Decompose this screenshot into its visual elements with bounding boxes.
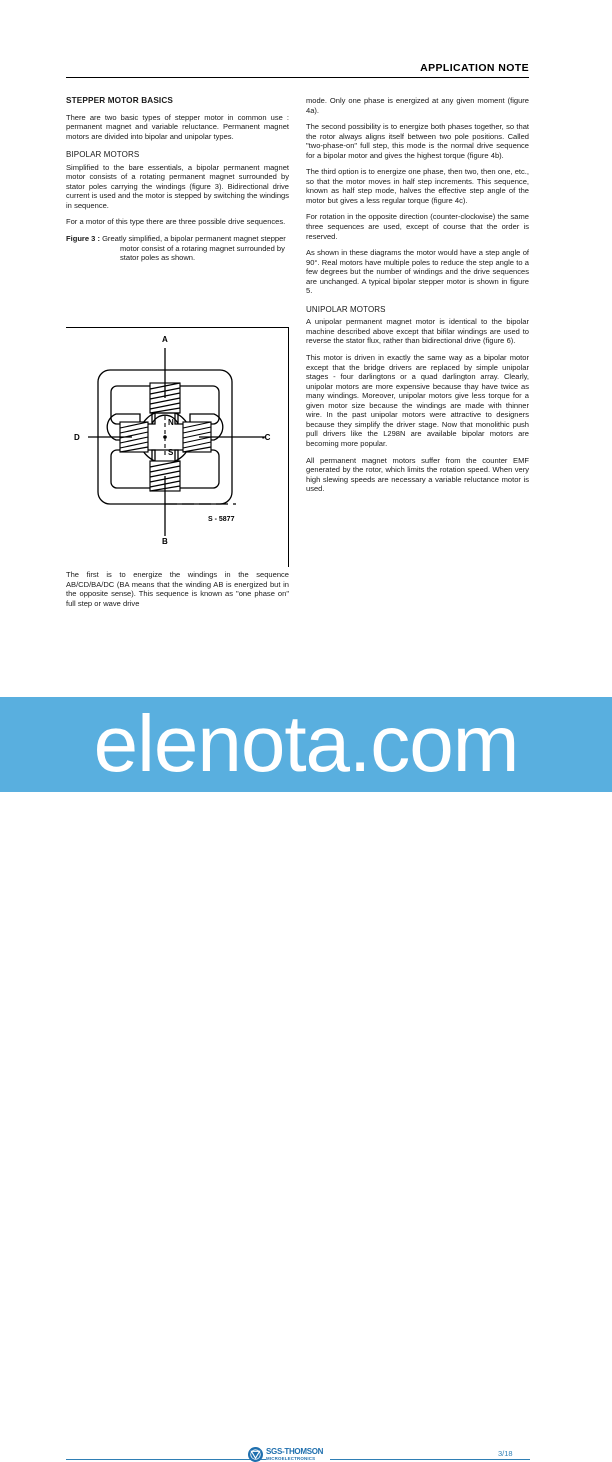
header-title: APPLICATION NOTE — [420, 62, 529, 74]
terminal-label-b: B — [162, 537, 168, 546]
rotor-south-label: S — [168, 448, 174, 457]
figure-drawing-code: S - 5877 — [208, 516, 235, 523]
terminal-label-c: -C — [262, 433, 271, 442]
left-column — [66, 96, 289, 263]
paragraph-drive-sequence: The first is to energize the windings in the sequence AB/CD/BA/DC (BA means that the winding AB is energized but in the opposite sense). This sequence is known as "one phase on" full step or wave drive — [66, 570, 289, 608]
paragraph-right-7: This motor is driven in exactly the same way as a bipolar motor except that the bridge drivers are replaced by simple unipolar stages - four darlingtons or a quad darlington array. Clearly, unipolar motors are more expensive because thay have twice as many windings. Moreover, unipolar motors give less torque for a given motor size because the windings are made with thinner wire. In the past unipolar motors were attractive to designers because they simplify the driver stage. Now that monolithic push pull drivers like the L298N are available bipolar motors are becoming more popular. — [306, 353, 529, 448]
paragraph-right-5: As shown in these diagrams the motor would have a step angle of 90°. Real motors have multiple poles to reduce the step angle to a few degrees but the number of windings and the drive sequences are unchanged. A typical bipolar stepper motor is shown in figure 5. — [306, 248, 529, 296]
left-column-below-figure — [66, 570, 289, 608]
page-header — [66, 62, 529, 78]
rotor-north-label: N — [168, 418, 174, 427]
paragraph-right-4: For rotation in the opposite direction (counter-clockwise) the same three sequences are used, except of course that the order is reserved. — [306, 212, 529, 241]
figure-3-caption-text: Greatly simplified, a bipolar permanent magnet stepper motor consist of a rotaring magnet surrounded by stator poles as shown. — [99, 234, 286, 263]
page-number: 3/18 — [498, 1449, 513, 1458]
paragraph-bipolar-2: For a motor of this type there are three possible drive sequences. — [66, 217, 286, 227]
footer-divider-left — [66, 1459, 266, 1460]
bipolar-stepper-motor-diagram — [66, 328, 287, 566]
paragraph-right-8: All permanent magnet motors suffer from the counter EMF generated by the rotor, which limits the rotation speed. When very high slewing speeds are necessary a variable reluctance motor is used. — [306, 455, 529, 494]
logo-line-1: SGS-THOMSON — [266, 1446, 324, 1456]
watermark-elenota: elenota.com — [93, 699, 519, 788]
figure-3-box — [66, 327, 289, 567]
sgs-thomson-logo-text — [266, 1448, 323, 1461]
paragraph-right-6: A unipolar permanent magnet motor is identical to the bipolar machine described above except that bifilar windings are used to reverse the stator flux, rather than bidirectional drive (figure 6). — [306, 317, 529, 346]
terminal-label-d: D — [74, 433, 80, 442]
footer-divider-right — [330, 1459, 530, 1460]
paragraph-right-2: The second possibility is to energize both phases together, so that the rotor always aligns itself between two pole positions. Called "two-phase-on" full step, this mode is the normal drive sequence for a bipolar motor and gives the highest torque (figure 4b). — [306, 122, 529, 160]
subsection-heading-bipolar-motors: BIPOLAR MOTORS — [66, 150, 140, 160]
terminal-label-a: A — [162, 335, 168, 344]
paragraph-intro: There are two basic types of stepper motor in common use : permanent magnet and variable reluctance. Permanent magnet motors are divided into bipolar and unipolar types. — [66, 112, 289, 141]
sgs-thomson-logo — [248, 1447, 323, 1462]
figure-3-caption-label: Figure 3 : — [66, 234, 100, 244]
logo-line-2: MICROELECTRONICS — [266, 1455, 316, 1461]
right-column — [306, 96, 529, 494]
figure-3-caption — [66, 234, 289, 263]
paragraph-right-3: The third option is to energize one phase, then two, then one, etc., so that the motor moves in half step increments. This sequence, known as half step mode, halves the effective step angle of the motor but gives a less regular torque (figure 4c). — [306, 167, 529, 205]
sgs-thomson-logo-icon — [248, 1447, 263, 1462]
section-heading-stepper-motor-basics: STEPPER MOTOR BASICS — [66, 96, 174, 105]
header-divider — [66, 77, 529, 78]
paragraph-right-1: mode. Only one phase is energized at any given moment (figure 4a). — [306, 96, 529, 115]
subsection-heading-unipolar-motors: UNIPOLAR MOTORS — [306, 304, 386, 314]
paragraph-bipolar-1: Simplified to the bare essentials, a bipolar permanent magnet motor consists of a rotating permanent magnet surrounded by stator poles carrying the windings (figure 3). Bidirectional drive current is used and the motor is stepped by switching the windings in sequence. — [66, 162, 290, 210]
